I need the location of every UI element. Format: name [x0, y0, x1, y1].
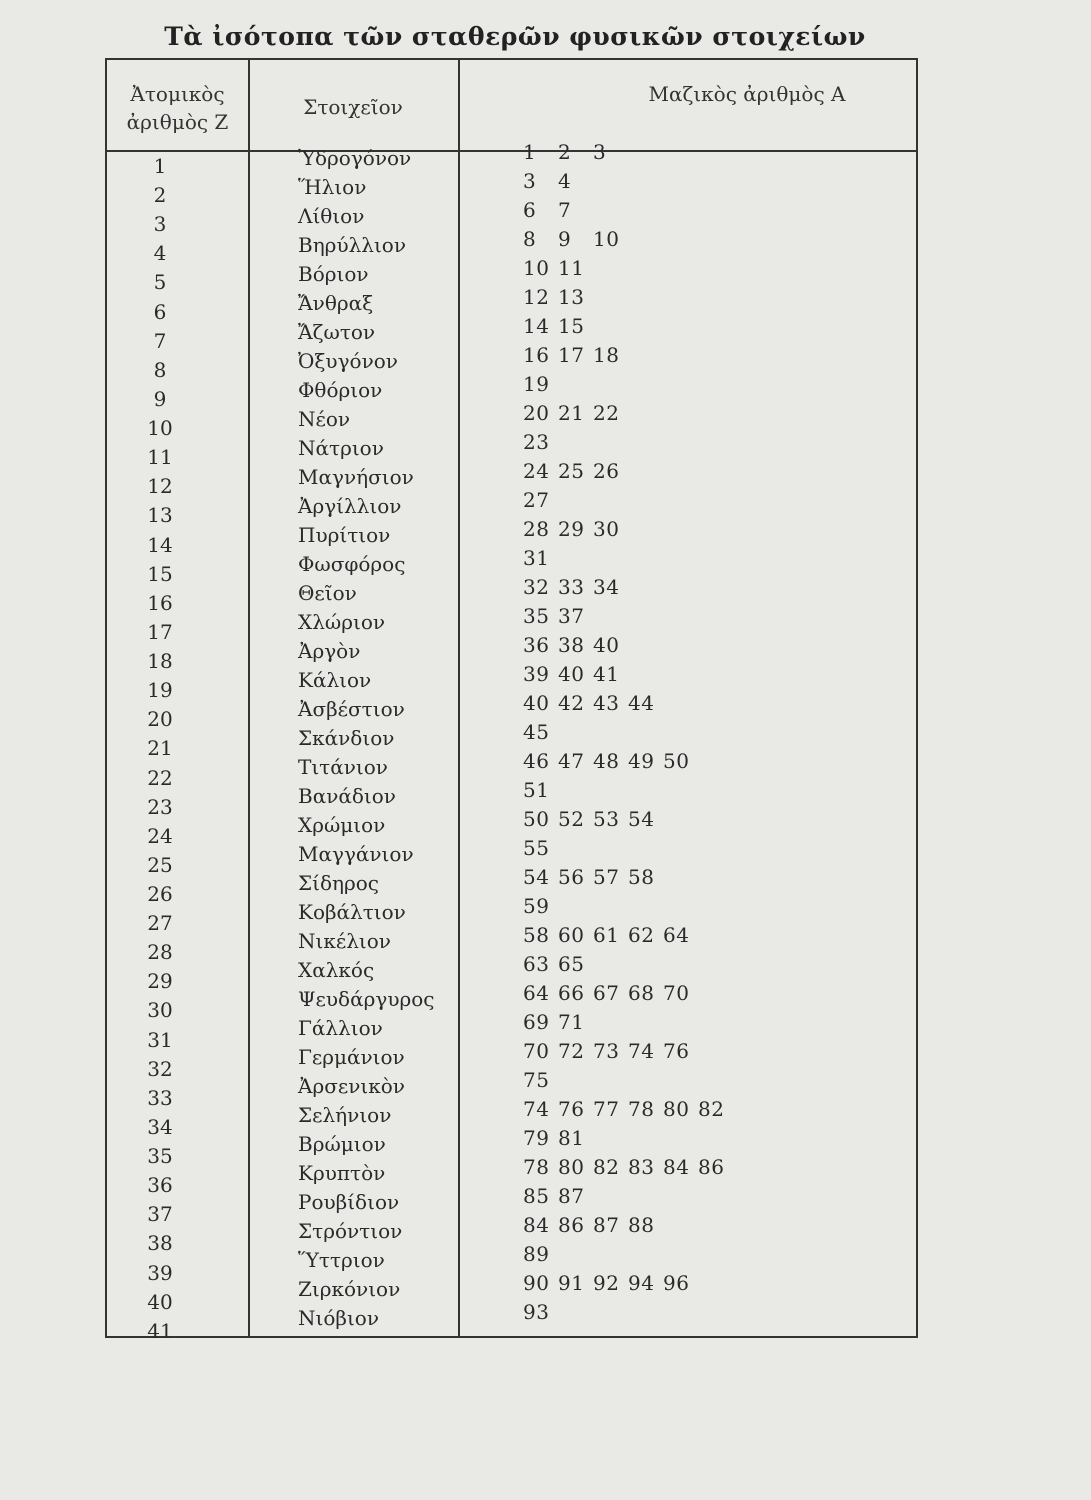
element-name-cell: Ὕττριον — [298, 1248, 385, 1272]
element-name-cell: Ἀργὸν — [298, 639, 361, 663]
mass-number: 31 — [523, 546, 550, 570]
mass-number: 15 — [558, 314, 585, 338]
mass-number: 87 — [593, 1213, 620, 1237]
mass-number: 3 — [523, 169, 537, 193]
element-name-cell: Νιόβιον — [298, 1306, 379, 1330]
atomic-number-cell: 3 — [153, 212, 167, 237]
mass-number: 66 — [558, 981, 585, 1005]
mass-number: 34 — [593, 575, 620, 599]
mass-number: 33 — [558, 575, 585, 599]
mass-numbers-cell — [523, 691, 663, 715]
mass-number: 84 — [523, 1213, 550, 1237]
mass-numbers-cell — [523, 227, 628, 251]
element-name-cell: Βηρύλλιον — [298, 233, 406, 257]
atomic-number-cell: 40 — [147, 1289, 173, 1314]
element-name-cell: Ρουβίδιον — [298, 1190, 400, 1214]
mass-numbers-cell — [523, 314, 593, 338]
mass-numbers-cell — [523, 575, 628, 599]
mass-numbers-cell — [523, 720, 558, 744]
element-name-cell: Ὀξυγόνον — [298, 349, 398, 373]
mass-number: 74 — [523, 1097, 550, 1121]
mass-number: 42 — [558, 691, 585, 715]
mass-number: 94 — [628, 1271, 655, 1295]
mass-numbers-cell — [523, 401, 628, 425]
mass-numbers-cell — [523, 169, 593, 193]
element-name-cell: Κοβάλτιον — [298, 900, 406, 924]
mass-numbers-cell — [523, 459, 628, 483]
mass-number: 70 — [523, 1039, 550, 1063]
element-name-cell: Ἄνθραξ — [298, 291, 374, 315]
element-name-cell: Χαλκός — [298, 958, 375, 982]
mass-numbers-cell — [523, 430, 558, 454]
mass-number: 58 — [523, 923, 550, 947]
header-element: Στοιχεῖον — [303, 95, 403, 119]
atomic-number-cell: 10 — [147, 416, 173, 441]
mass-number: 37 — [558, 604, 585, 628]
header-atomic-number-line1: Ἀτομικὸς — [130, 82, 225, 106]
mass-number: 62 — [628, 923, 655, 947]
mass-number: 82 — [698, 1097, 725, 1121]
element-name-cell: Γάλλιον — [298, 1016, 383, 1040]
mass-number: 55 — [523, 836, 550, 860]
mass-numbers-cell — [523, 372, 558, 396]
mass-number: 76 — [663, 1039, 690, 1063]
atomic-number-cell: 12 — [147, 474, 173, 499]
mass-number: 50 — [663, 749, 690, 773]
mass-number: 51 — [523, 778, 550, 802]
atomic-number-cell: 31 — [147, 1027, 173, 1052]
mass-number: 86 — [698, 1155, 725, 1179]
atomic-number-cell: 17 — [147, 619, 173, 644]
mass-number: 9 — [558, 227, 572, 251]
atomic-number-cell: 39 — [147, 1260, 173, 1285]
mass-number: 87 — [558, 1184, 585, 1208]
mass-number: 11 — [558, 256, 585, 280]
mass-numbers-cell — [523, 285, 593, 309]
mass-number: 7 — [558, 198, 572, 222]
atomic-number-cell: 38 — [147, 1231, 173, 1256]
mass-numbers-cell — [523, 1300, 558, 1324]
mass-numbers-cell — [523, 662, 628, 686]
mass-number: 64 — [523, 981, 550, 1005]
mass-number: 40 — [558, 662, 585, 686]
element-name-cell: Χρώμιον — [298, 813, 386, 837]
atomic-number-cell: 13 — [147, 503, 173, 528]
mass-number: 39 — [523, 662, 550, 686]
atomic-number-cell: 27 — [147, 911, 173, 936]
element-name-cell: Χλώριον — [298, 610, 386, 634]
header-atomic-number — [107, 80, 248, 136]
atomic-number-cell: 22 — [147, 765, 173, 790]
mass-number: 43 — [593, 691, 620, 715]
mass-number: 45 — [523, 720, 550, 744]
mass-numbers-cell — [523, 633, 628, 657]
mass-numbers-cell — [523, 1068, 558, 1092]
atomic-number-cell: 23 — [147, 794, 173, 819]
mass-numbers-cell — [523, 807, 663, 831]
mass-numbers-cell — [523, 256, 593, 280]
mass-number: 12 — [523, 285, 550, 309]
mass-numbers-cell — [523, 604, 593, 628]
mass-number: 93 — [523, 1300, 550, 1324]
element-name-cell: Βανάδιον — [298, 784, 396, 808]
mass-numbers-cell — [523, 865, 663, 889]
element-name-cell: Τιτάνιον — [298, 755, 388, 779]
mass-number: 57 — [593, 865, 620, 889]
mass-number: 88 — [628, 1213, 655, 1237]
element-name-cell: Ψευδάργυρος — [298, 987, 435, 1011]
mass-numbers-cell — [523, 952, 593, 976]
mass-number: 40 — [593, 633, 620, 657]
column-divider-1 — [248, 60, 250, 1336]
column-divider-2 — [458, 60, 460, 1336]
atomic-number-cell: 29 — [147, 969, 173, 994]
mass-number: 36 — [523, 633, 550, 657]
mass-numbers-cell — [523, 778, 558, 802]
mass-numbers-cell — [523, 343, 628, 367]
mass-numbers-cell — [523, 1242, 558, 1266]
mass-number: 28 — [523, 517, 550, 541]
page-title: Τὰ ἰσότοπα τῶν σταθερῶν φυσικῶν στοιχείων — [164, 22, 866, 51]
mass-number: 10 — [593, 227, 620, 251]
mass-number: 22 — [593, 401, 620, 425]
mass-number: 4 — [558, 169, 572, 193]
atomic-number-cell: 11 — [147, 445, 173, 470]
mass-number: 26 — [593, 459, 620, 483]
atomic-number-cell: 25 — [147, 852, 173, 877]
mass-number: 35 — [523, 604, 550, 628]
element-name-cell: Κρυπτὸν — [298, 1161, 386, 1185]
mass-number: 3 — [593, 140, 607, 164]
mass-number: 74 — [628, 1039, 655, 1063]
mass-number: 58 — [628, 865, 655, 889]
mass-number: 73 — [593, 1039, 620, 1063]
atomic-number-cell: 21 — [147, 736, 173, 761]
mass-number: 40 — [523, 691, 550, 715]
mass-number: 85 — [523, 1184, 550, 1208]
mass-numbers-cell — [523, 488, 558, 512]
mass-number: 65 — [558, 952, 585, 976]
mass-number: 29 — [558, 517, 585, 541]
atomic-number-cell: 30 — [147, 998, 173, 1023]
mass-numbers-cell — [523, 1213, 663, 1237]
mass-number: 53 — [593, 807, 620, 831]
atomic-number-cell: 19 — [147, 678, 173, 703]
mass-numbers-cell — [523, 1097, 733, 1121]
atomic-number-cell: 2 — [153, 183, 167, 208]
atomic-number-cell: 6 — [153, 299, 167, 324]
atomic-number-cell: 16 — [147, 590, 173, 615]
mass-number: 80 — [663, 1097, 690, 1121]
mass-numbers-cell — [523, 1155, 733, 1179]
mass-number: 20 — [523, 401, 550, 425]
mass-number: 80 — [558, 1155, 585, 1179]
element-name-cell: Στρόντιον — [298, 1219, 403, 1243]
mass-numbers-cell — [523, 981, 698, 1005]
element-name-cell: Σελήνιον — [298, 1103, 392, 1127]
element-name-cell: Ἥλιον — [298, 175, 367, 199]
mass-number: 38 — [558, 633, 585, 657]
mass-number: 18 — [593, 343, 620, 367]
mass-number: 8 — [523, 227, 537, 251]
mass-number: 91 — [558, 1271, 585, 1295]
mass-numbers-cell — [523, 1039, 698, 1063]
mass-number: 21 — [558, 401, 585, 425]
mass-numbers-cell — [523, 749, 698, 773]
mass-number: 52 — [558, 807, 585, 831]
atomic-number-cell: 4 — [153, 241, 167, 266]
atomic-number-cell: 7 — [153, 328, 167, 353]
mass-number: 2 — [558, 140, 572, 164]
mass-number: 13 — [558, 285, 585, 309]
atomic-number-cell: 28 — [147, 940, 173, 965]
atomic-number-cell: 14 — [147, 532, 173, 557]
mass-number: 76 — [558, 1097, 585, 1121]
mass-number: 56 — [558, 865, 585, 889]
atomic-number-cell: 37 — [147, 1202, 173, 1227]
mass-number: 6 — [523, 198, 537, 222]
element-name-cell: Γερμάνιον — [298, 1045, 405, 1069]
element-name-cell: Σκάνδιον — [298, 726, 395, 750]
element-name-cell: Νάτριον — [298, 436, 384, 460]
mass-number: 25 — [558, 459, 585, 483]
element-name-cell: Λίθιον — [298, 204, 365, 228]
mass-number: 46 — [523, 749, 550, 773]
header-divider — [107, 150, 916, 152]
atomic-number-cell: 8 — [153, 357, 167, 382]
mass-number: 44 — [628, 691, 655, 715]
atomic-number-cell: 5 — [153, 270, 167, 295]
mass-number: 77 — [593, 1097, 620, 1121]
element-name-cell: Ἀρσενικὸν — [298, 1074, 405, 1098]
isotope-table — [105, 58, 918, 1338]
mass-number: 61 — [593, 923, 620, 947]
mass-number: 84 — [663, 1155, 690, 1179]
header-mass-number: Μαζικὸς ἀριθμὸς Α — [648, 82, 846, 106]
mass-number: 69 — [523, 1010, 550, 1034]
mass-numbers-cell — [523, 517, 628, 541]
mass-number: 24 — [523, 459, 550, 483]
mass-number: 63 — [523, 952, 550, 976]
mass-number: 67 — [593, 981, 620, 1005]
atomic-number-cell: 15 — [147, 561, 173, 586]
element-name-cell: Ὑδρογόνον — [298, 146, 412, 170]
atomic-number-cell: 35 — [147, 1144, 173, 1169]
mass-number: 10 — [523, 256, 550, 280]
element-name-cell: Ζιρκόνιον — [298, 1277, 401, 1301]
mass-numbers-cell — [523, 1184, 593, 1208]
atomic-number-cell: 20 — [147, 707, 173, 732]
element-name-cell: Μαγγάνιον — [298, 842, 414, 866]
mass-number: 17 — [558, 343, 585, 367]
mass-number: 30 — [593, 517, 620, 541]
element-name-cell: Ἀργίλλιον — [298, 494, 402, 518]
mass-number: 72 — [558, 1039, 585, 1063]
mass-number: 70 — [663, 981, 690, 1005]
mass-number: 23 — [523, 430, 550, 454]
atomic-number-cell: 32 — [147, 1056, 173, 1081]
mass-numbers-cell — [523, 1271, 698, 1295]
mass-number: 60 — [558, 923, 585, 947]
atomic-number-cell: 9 — [153, 386, 167, 411]
mass-number: 41 — [593, 662, 620, 686]
mass-numbers-cell — [523, 546, 558, 570]
element-name-cell: Πυρίτιον — [298, 523, 391, 547]
mass-number: 54 — [628, 807, 655, 831]
mass-number: 48 — [593, 749, 620, 773]
mass-number: 14 — [523, 314, 550, 338]
mass-number: 83 — [628, 1155, 655, 1179]
mass-number: 92 — [593, 1271, 620, 1295]
mass-number: 90 — [523, 1271, 550, 1295]
mass-number: 49 — [628, 749, 655, 773]
mass-number: 1 — [523, 140, 537, 164]
mass-number: 86 — [558, 1213, 585, 1237]
mass-number: 75 — [523, 1068, 550, 1092]
mass-number: 16 — [523, 343, 550, 367]
element-name-cell: Σίδηρος — [298, 871, 380, 895]
mass-numbers-cell — [523, 198, 593, 222]
mass-number: 78 — [628, 1097, 655, 1121]
element-name-cell: Βρώμιον — [298, 1132, 386, 1156]
mass-number: 32 — [523, 575, 550, 599]
atomic-number-cell: 1 — [153, 154, 167, 178]
atomic-number-cell: 36 — [147, 1173, 173, 1198]
element-name-cell: Θεῖον — [298, 581, 357, 605]
atomic-number-cell: 26 — [147, 882, 173, 906]
mass-number: 64 — [663, 923, 690, 947]
element-name-cell: Μαγνήσιον — [298, 465, 414, 489]
atomic-number-cell: 24 — [147, 823, 173, 848]
mass-numbers-cell — [523, 1126, 593, 1150]
mass-numbers-cell — [523, 894, 558, 918]
mass-numbers-cell — [523, 1010, 593, 1034]
mass-number: 79 — [523, 1126, 550, 1150]
atomic-number-cell: 33 — [147, 1085, 173, 1110]
element-name-cell: Φωσφόρος — [298, 552, 406, 576]
mass-number: 82 — [593, 1155, 620, 1179]
header-atomic-number-line2: ἀριθμὸς Ζ — [126, 110, 229, 134]
atomic-number-cell: 34 — [147, 1114, 173, 1139]
element-name-cell: Κάλιον — [298, 668, 372, 692]
element-name-cell: Φθόριον — [298, 378, 383, 402]
element-name-cell: Ἄζωτον — [298, 320, 376, 344]
mass-numbers-cell — [523, 836, 558, 860]
mass-number: 96 — [663, 1271, 690, 1295]
mass-number: 54 — [523, 865, 550, 889]
mass-number: 27 — [523, 488, 550, 512]
element-name-cell: Ἀσβέστιον — [298, 697, 405, 721]
mass-number: 50 — [523, 807, 550, 831]
mass-number: 89 — [523, 1242, 550, 1266]
mass-number: 81 — [558, 1126, 585, 1150]
mass-number: 59 — [523, 894, 550, 918]
mass-number: 19 — [523, 372, 550, 396]
atomic-number-cell: 41 — [147, 1318, 173, 1343]
mass-number: 47 — [558, 749, 585, 773]
mass-number: 78 — [523, 1155, 550, 1179]
element-name-cell: Νικέλιον — [298, 929, 391, 953]
element-name-cell: Βόριον — [298, 262, 369, 286]
mass-number: 71 — [558, 1010, 585, 1034]
mass-number: 68 — [628, 981, 655, 1005]
mass-numbers-cell — [523, 923, 698, 947]
atomic-number-cell: 18 — [147, 649, 173, 674]
mass-numbers-cell — [523, 140, 628, 164]
element-name-cell: Νέον — [298, 407, 351, 431]
